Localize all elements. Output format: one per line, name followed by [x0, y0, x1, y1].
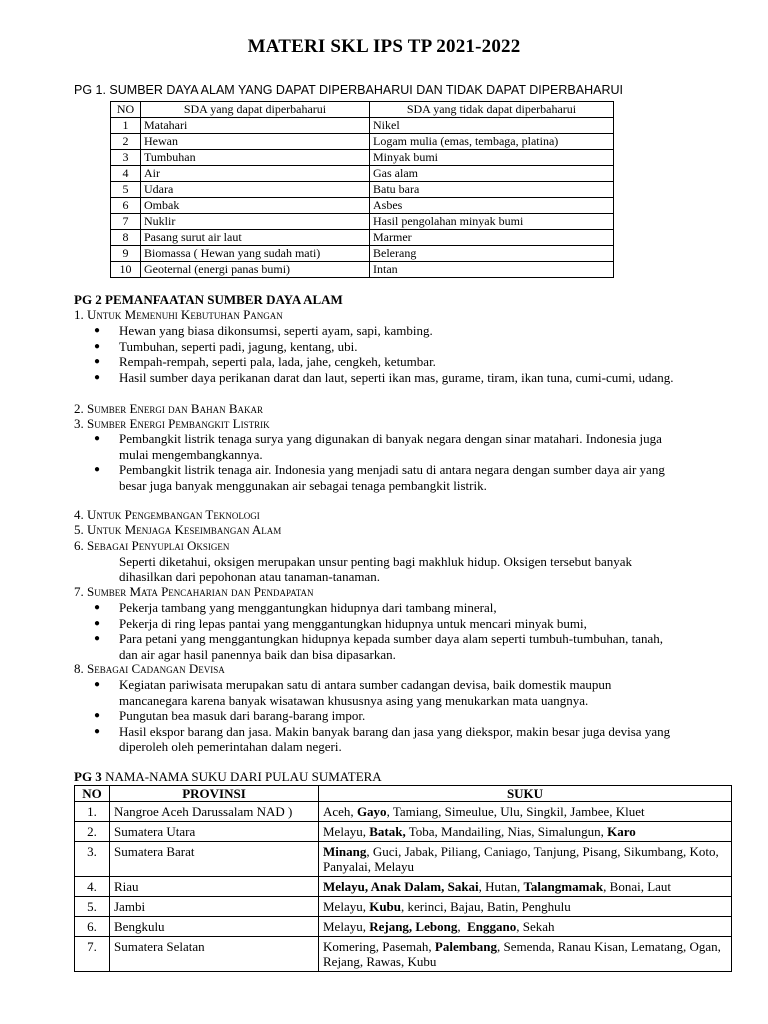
table-cell-renewable: Biomassa ( Hewan yang sudah mati) — [141, 246, 370, 262]
table-row — [111, 246, 614, 262]
pg2-section-7-list — [94, 600, 664, 662]
suku-text: Komering, Pasemah, — [323, 939, 435, 954]
table-cell-no: 7. — [75, 937, 110, 972]
suku-text-bold: Talangmamak — [523, 879, 604, 894]
table-row — [111, 214, 614, 230]
table-cell-no: 2. — [75, 822, 110, 842]
suku-text-bold: Rejang, Lebong — [369, 919, 458, 934]
list-item-text: Pembangkit listrik tenaga surya yang digunakan di banyak negara dengan sinar matahari. Indonesia juga — [119, 431, 662, 446]
table-row — [75, 802, 732, 822]
bullet-icon: ● — [94, 325, 101, 336]
suku-text-bold: Palembang — [434, 939, 498, 954]
table-cell-renewable: Nuklir — [141, 214, 370, 230]
table-cell-provinsi: Bengkulu — [110, 917, 319, 937]
table-cell-no: 1 — [111, 118, 141, 134]
bullet-icon: ● — [94, 617, 101, 629]
list-item — [94, 462, 665, 478]
pg2-section-3-list — [94, 431, 665, 493]
bullet-icon: ● — [94, 710, 101, 721]
table-cell-renewable: Tumbuhan — [141, 150, 370, 166]
table-row — [111, 166, 614, 182]
pg3-header-provinsi: PROVINSI — [110, 786, 319, 802]
suku-text: , — [457, 919, 468, 934]
pg1-header-nonrenewable: SDA yang tidak dapat diperbaharui — [370, 102, 614, 118]
table-cell-no: 10 — [111, 262, 141, 278]
list-item — [94, 431, 665, 447]
suku-text: , Sekah — [516, 919, 555, 934]
bullet-icon: ● — [94, 725, 101, 737]
table-cell-suku — [319, 822, 732, 842]
table-cell-no: 5 — [111, 182, 141, 198]
table-cell-no: 6. — [75, 917, 110, 937]
suku-text: , Semenda, Ranau Kisan, Lematang, Ogan, Rejang, Rawas, Kubu — [323, 939, 725, 969]
pg2-section-8: 8. Sebagai Cadangan Devisa — [74, 661, 225, 676]
suku-text: Toba, Mandailing, Nias, Simalungun, — [405, 824, 608, 839]
table-cell-suku — [319, 842, 732, 877]
suku-text-bold: Karo — [607, 824, 636, 839]
list-item — [94, 615, 663, 632]
list-item — [94, 708, 670, 724]
list-item-text: besar juga banyak menggunakan air sebagai tenaga pembangkit listrik. — [119, 477, 487, 493]
table-cell-renewable: Matahari — [141, 118, 370, 134]
list-item-continuation — [119, 693, 670, 709]
table-cell-provinsi: Sumatera Selatan — [110, 937, 319, 972]
table-cell-provinsi: Riau — [110, 877, 319, 897]
list-item — [94, 354, 674, 370]
pg2-section-1-list — [94, 323, 674, 385]
suku-text: , Bonai, Laut — [603, 879, 672, 894]
list-item-text: dan air agar hasil panennya baik dan bisa dipasarkan. — [119, 646, 396, 662]
table-cell-no: 7 — [111, 214, 141, 230]
table-cell-no: 6 — [111, 198, 141, 214]
table-row — [75, 917, 732, 937]
list-item-continuation — [119, 478, 665, 494]
suku-text-bold: Minang — [323, 844, 367, 859]
suku-text-bold: Gayo — [356, 804, 387, 819]
table-cell-provinsi: Sumatera Barat — [110, 842, 319, 877]
table-cell-no: 4 — [111, 166, 141, 182]
table-cell-no: 8 — [111, 230, 141, 246]
bullet-icon: ● — [94, 633, 101, 644]
pg2-section-3: 3. Sumber Energi Pembangkit Listrik — [74, 416, 270, 431]
list-item-continuation — [119, 647, 663, 663]
table-cell-renewable: Ombak — [141, 198, 370, 214]
pg2-section-6-para-line2: dihasilkan dari pepohonan atau tanaman-tanaman. — [119, 569, 380, 584]
table-cell-renewable: Geoternal (energi panas bumi) — [141, 262, 370, 278]
list-item — [94, 323, 674, 339]
pg2-section-2: 2. Sumber Energi dan Bahan Bakar — [74, 401, 264, 416]
list-item-text: Kegiatan pariwisata merupakan satu di antara sumber cadangan devisa, baik domestik maupun — [119, 677, 612, 692]
bullet-icon: ● — [94, 340, 101, 352]
table-cell-no: 3. — [75, 842, 110, 877]
table-row — [75, 842, 732, 877]
suku-text-bold: Batak, — [369, 824, 406, 839]
list-item — [94, 369, 674, 386]
table-cell-suku — [319, 877, 732, 897]
pg1-table — [110, 101, 614, 278]
pg2-section-7: 7. Sumber Mata Pencaharian dan Pendapatan — [74, 584, 314, 599]
pg3-table — [74, 785, 732, 972]
pg3-heading-text: NAMA-NAMA SUKU DARI PULAU SUMATERA — [101, 769, 382, 784]
list-item-text: Pekerja tambang yang menggantungkan hidupnya dari tambang mineral, — [119, 600, 497, 615]
table-cell-no: 9 — [111, 246, 141, 262]
list-item-text: Hasil sumber daya perikanan darat dan laut, seperti ikan mas, gurame, tiram, ikan tuna, cumi-cumi, udang. — [119, 369, 674, 385]
pg2-section-6-para-line1: Seperti diketahui, oksigen merupakan unsur penting bagi makhluk hidup. Oksigen tersebut banyak — [119, 554, 633, 569]
suku-text: , Guci, Jabak, Piliang, Caniago, Tanjung, Pisang, Sikumbang, Koto, Panyalai, Melayu — [323, 844, 722, 874]
table-cell-provinsi: Sumatera Utara — [110, 822, 319, 842]
list-item-text: Rempah-rempah, seperti pala, lada, jahe, cengkeh, ketumbar. — [119, 354, 436, 369]
document-title: MATERI SKL IPS TP 2021-2022 — [247, 36, 521, 57]
suku-text-bold: Enggano — [467, 919, 517, 934]
table-row — [75, 877, 732, 897]
suku-text: , Tamiang, Simeulue, Ulu, Singkil, Jambee, Kluet — [386, 804, 645, 819]
pg3-heading-label: PG 3 — [74, 769, 102, 784]
suku-text: , Hutan, — [478, 879, 524, 894]
table-row — [111, 182, 614, 198]
list-item-text: Pungutan bea masuk dari barang-barang impor. — [119, 708, 366, 723]
table-cell-no: 3 — [111, 150, 141, 166]
suku-text-bold: Kubu — [369, 899, 402, 914]
table-cell-renewable: Udara — [141, 182, 370, 198]
table-cell-suku — [319, 897, 732, 917]
table-cell-no: 5. — [75, 897, 110, 917]
bullet-icon: ● — [94, 356, 101, 367]
list-item-text: Tumbuhan, seperti padi, jagung, kentang, ubi. — [119, 338, 358, 354]
table-row — [75, 822, 732, 842]
list-item-text: Pekerja di ring lepas pantai yang menggantungkan hidupnya untuk mencari minyak bumi, — [119, 615, 587, 631]
bullet-icon: ● — [94, 679, 101, 690]
table-row — [111, 150, 614, 166]
suku-text: Aceh, — [323, 804, 357, 819]
list-item-text: Para petani yang menggantungkan hidupnya kepada sumber daya alam seperti tumbuh-tumbuhan, tanah, — [119, 631, 664, 646]
list-item-text: diperoleh oleh pemerintahan dalam negeri. — [119, 739, 342, 754]
pg3-header-suku: SUKU — [319, 786, 732, 802]
table-row — [75, 897, 732, 917]
bullet-icon: ● — [94, 433, 101, 444]
table-cell-nonrenewable: Logam mulia (emas, tembaga, platina) — [370, 134, 614, 150]
table-cell-nonrenewable: Batu bara — [370, 182, 614, 198]
list-item-text: mulai mengembangkannya. — [119, 446, 263, 462]
bullet-icon: ● — [94, 602, 101, 613]
table-cell-no: 1. — [75, 802, 110, 822]
table-cell-renewable: Hewan — [141, 134, 370, 150]
list-item-text: Hewan yang biasa dikonsumsi, seperti ayam, sapi, kambing. — [119, 323, 433, 338]
pg2-section-8-list — [94, 677, 671, 755]
pg3-header-no: NO — [75, 786, 110, 802]
suku-text: Melayu, — [323, 899, 370, 914]
list-item — [94, 677, 670, 693]
pg1-header-renewable: SDA yang dapat diperbaharui — [141, 102, 370, 118]
suku-text: , kerinci, Bajau, Batin, Penghulu — [401, 899, 571, 914]
table-cell-no: 2 — [111, 134, 141, 150]
table-cell-nonrenewable: Minyak bumi — [370, 150, 614, 166]
list-item-text: Hasil ekspor barang dan jasa. Makin banyak barang dan jasa yang diekspor, makin besar juga devisa yang — [119, 723, 671, 739]
table-cell-suku — [319, 802, 732, 822]
table-cell-provinsi: Jambi — [110, 897, 319, 917]
pg2-section-4: 4. Untuk Pengembangan Teknologi — [74, 507, 260, 522]
table-cell-nonrenewable: Gas alam — [370, 166, 614, 182]
table-row — [111, 118, 614, 134]
table-row — [111, 230, 614, 246]
table-row — [75, 937, 732, 972]
pg2-section-5: 5. Untuk Menjaga Keseimbangan Alam — [74, 522, 282, 537]
suku-text: Melayu, — [323, 919, 370, 934]
list-item-continuation — [119, 739, 670, 755]
pg2-section-6: 6. Sebagai Penyuplai Oksigen — [74, 538, 230, 553]
list-item — [94, 600, 663, 616]
list-item-continuation — [119, 447, 665, 463]
table-cell-no: 4. — [75, 877, 110, 897]
table-cell-suku — [319, 937, 732, 972]
pg2-section-1: 1. Untuk Memenuhi Kebutuhan Pangan — [74, 307, 283, 322]
table-cell-nonrenewable: Hasil pengolahan minyak bumi — [370, 214, 614, 230]
table-cell-nonrenewable: Intan — [370, 262, 614, 278]
table-cell-suku — [319, 917, 732, 937]
pg1-header-no: NO — [111, 102, 141, 118]
table-cell-renewable: Air — [141, 166, 370, 182]
table-cell-provinsi: Nangroe Aceh Darussalam NAD ) — [110, 802, 319, 822]
list-item — [94, 631, 664, 647]
table-cell-nonrenewable: Asbes — [370, 198, 614, 214]
pg1-table-header-row — [111, 102, 614, 118]
pg2-heading: PG 2 PEMANFAATAN SUMBER DAYA ALAM — [74, 292, 343, 307]
bullet-icon: ● — [94, 371, 101, 383]
list-item — [94, 723, 671, 740]
pg3-table-header-row — [75, 786, 732, 802]
pg1-heading: PG 1. SUMBER DAYA ALAM YANG DAPAT DIPERBAHARUI DAN TIDAK DAPAT DIPERBAHARUI — [74, 83, 623, 97]
table-cell-nonrenewable: Belerang — [370, 246, 614, 262]
table-row — [111, 262, 614, 278]
table-cell-nonrenewable: Nikel — [370, 118, 614, 134]
table-row — [111, 134, 614, 150]
list-item-text: mancanegara karena banyak wisatawan khususnya asing yang menukarkan mata uangnya. — [119, 692, 589, 708]
table-cell-renewable: Pasang surut air laut — [141, 230, 370, 246]
list-item-text: Pembangkit listrik tenaga air. Indonesia yang menjadi satu di antara negara dengan sumber daya air yang — [119, 462, 665, 477]
bullet-icon: ● — [94, 464, 101, 475]
suku-text-bold: Melayu, Anak Dalam, Sakai — [323, 879, 479, 894]
table-cell-nonrenewable: Marmer — [370, 230, 614, 246]
table-row — [111, 198, 614, 214]
list-item — [94, 338, 674, 355]
suku-text: Melayu, — [323, 824, 370, 839]
pg3-heading — [74, 769, 382, 785]
